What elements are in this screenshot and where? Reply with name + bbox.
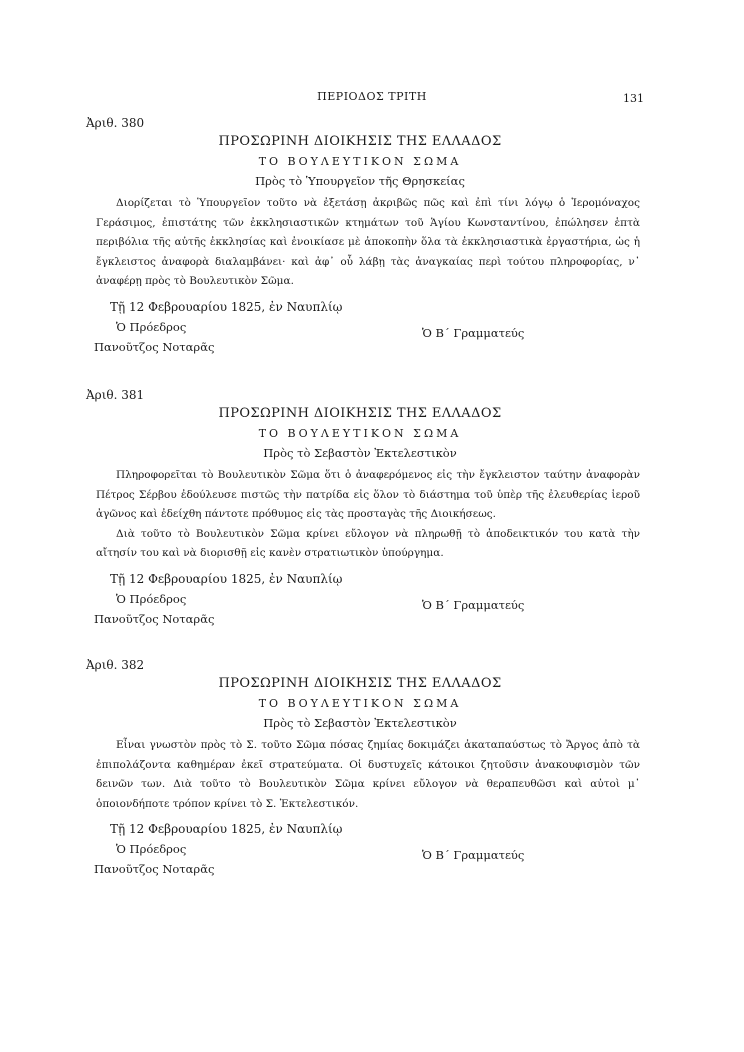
president-name: Πανοῦτζος Νοταρᾶς	[94, 862, 215, 876]
president-label: Ὁ Πρόεδρος	[116, 591, 187, 606]
decree-paragraph: Διορίζεται τὸ Ὑπουργεῖον τοῦτο νὰ ἐξετάσῃ ἀκριβῶς πῶς καὶ ἐπὶ τίνι λόγῳ ὁ Ἱερομόναχος Γεράσιμος, ἐπιστάτης τῶν ἐκκλησιαστικῶν κτημάτων τοῦ Ἁγίου Κωνσταντίνου, ἐπώλησεν ἑπτὰ περιβόλια τῆς αὐτῆς ἐκκλησίας καὶ ἐνοικίασε μὲ ἀποκοπὴν ὅλα τὰ ἐκκλησιαστικὰ ἐργαστήρια, ὡς ἡ ἔγκλειστος ἀναφορὰ διαλαμβάνει· καὶ ἀφ᾽ οὗ λάβῃ τὰς ἀναγκαίας περὶ τούτου πληροφορίας, ν᾽ ἀναφέρῃ πρὸς τὸ Βουλευτικὸν Σῶμα.	[96, 197, 640, 287]
decree-title: ΠΡΟΣΩΡΙΝΗ ΔΙΟΙΚΗΣΙΣ ΤΗΣ ΕΛΛΑΔΟΣ	[218, 134, 502, 149]
decree-paragraph: Εἶναι γνωστὸν πρὸς τὸ Σ. τοῦτο Σῶμα πόσας ζημίας δοκιμάζει ἀκαταπαύστως τὸ Ἄργος ἀπὸ τὰ ἐπιπολάζοντα καθημέραν ἐκεῖ στρατεύματα. Οἱ δυστυχεῖς κάτοικοι ζητοῦσιν ἀνακουφισμὸν τῶν δεινῶν των. Διὰ τοῦτο τὸ Βουλευτικὸν Σῶμα κρίνει εὔλογον νὰ θεραπευθῶσι καὶ αὐτοὶ μ᾽ ὁποιονδήποτε τρόπον κρίνει τὸ Σ. Ἐκτελεστικόν.	[96, 739, 640, 810]
decree-body	[80, 736, 640, 814]
signatures	[80, 842, 640, 882]
secretary-label: Ὁ Β΄ Γραμματεύς	[422, 597, 525, 612]
decree-title: ΠΡΟΣΩΡΙΝΗ ΔΙΟΙΚΗΣΙΣ ΤΗΣ ΕΛΛΑΔΟΣ	[218, 406, 502, 421]
decree-381	[80, 388, 640, 632]
decree-date: Τῇ 12 Φεβρουαρίου 1825, ἐν Ναυπλίῳ	[110, 571, 343, 586]
decree-addressee: Πρὸς τὸ Ὑπουργεῖον τῆς Θρησκείας	[255, 174, 465, 188]
signatures	[80, 320, 640, 360]
decree-body	[80, 194, 640, 292]
decree-number: Ἀριθ. 381	[86, 388, 145, 402]
signatures	[80, 592, 640, 632]
decree-addressee: Πρὸς τὸ Σεβαστὸν Ἐκτελεστικὸν	[263, 446, 457, 460]
decree-subtitle: ΤΟ ΒΟΥΛΕΥΤΙΚΟΝ ΣΩΜΑ	[258, 427, 462, 440]
president-name: Πανοῦτζος Νοταρᾶς	[94, 339, 215, 354]
decree-addressee: Πρὸς τὸ Σεβαστὸν Ἐκτελεστικὸν	[263, 716, 457, 730]
decree-date: Τῇ 12 Φεβρουαρίου 1825, ἐν Ναυπλίῳ	[110, 299, 343, 314]
decree-title: ΠΡΟΣΩΡΙΝΗ ΔΙΟΙΚΗΣΙΣ ΤΗΣ ΕΛΛΑΔΟΣ	[218, 676, 502, 691]
decree-380	[80, 116, 640, 360]
decree-subtitle: ΤΟ ΒΟΥΛΕΥΤΙΚΟΝ ΣΩΜΑ	[258, 155, 462, 168]
decree-body	[80, 466, 640, 564]
decree-date: Τῇ 12 Φεβρουαρίου 1825, ἐν Ναυπλίῳ	[110, 822, 343, 836]
page-number: 131	[623, 92, 644, 105]
president-label: Ὁ Πρόεδρος	[116, 319, 187, 334]
decree-382	[80, 658, 640, 882]
running-title: ΠΕΡΙΟΔΟΣ ΤΡΙΤΗ	[317, 90, 427, 103]
president-name: Πανοῦτζος Νοταρᾶς	[94, 611, 215, 626]
decree-number: Ἀριθ. 380	[86, 116, 145, 130]
decree-paragraph: Πληροφορεῖται τὸ Βουλευτικὸν Σῶμα ὅτι ὁ ἀναφερόμενος εἰς τὴν ἔγκλειστον ταύτην ἀναφορὰν Πέτρος Σέρβου ἐδούλευσε πιστῶς τὴν πατρίδα εἰς ὅλον τὸ διάστημα τοῦ ὑπὲρ τῆς ἐλευθερίας ἱεροῦ ἀγῶνος καὶ ἐδείχθη πάντοτε πρόθυμος εἰς τὰς προσταγὰς τῆς Διοικήσεως.	[96, 469, 640, 520]
decree-paragraph: Διὰ τοῦτο τὸ Βουλευτικὸν Σῶμα κρίνει εὔλογον νὰ πληρωθῇ τὸ ἀποδεικτικόν του κατὰ τὴν αἴτησίν του καὶ νὰ διορισθῇ εἰς κανὲν στρατιωτικὸν ὑπούργημα.	[96, 527, 640, 559]
decree-number: Ἀριθ. 382	[86, 658, 145, 672]
president-label: Ὁ Πρόεδρος	[116, 842, 187, 856]
secretary-label: Ὁ Β΄ Γραμματεύς	[422, 848, 525, 862]
secretary-label: Ὁ Β΄ Γραμματεύς	[422, 325, 525, 340]
decree-subtitle: ΤΟ ΒΟΥΛΕΥΤΙΚΟΝ ΣΩΜΑ	[258, 697, 462, 710]
